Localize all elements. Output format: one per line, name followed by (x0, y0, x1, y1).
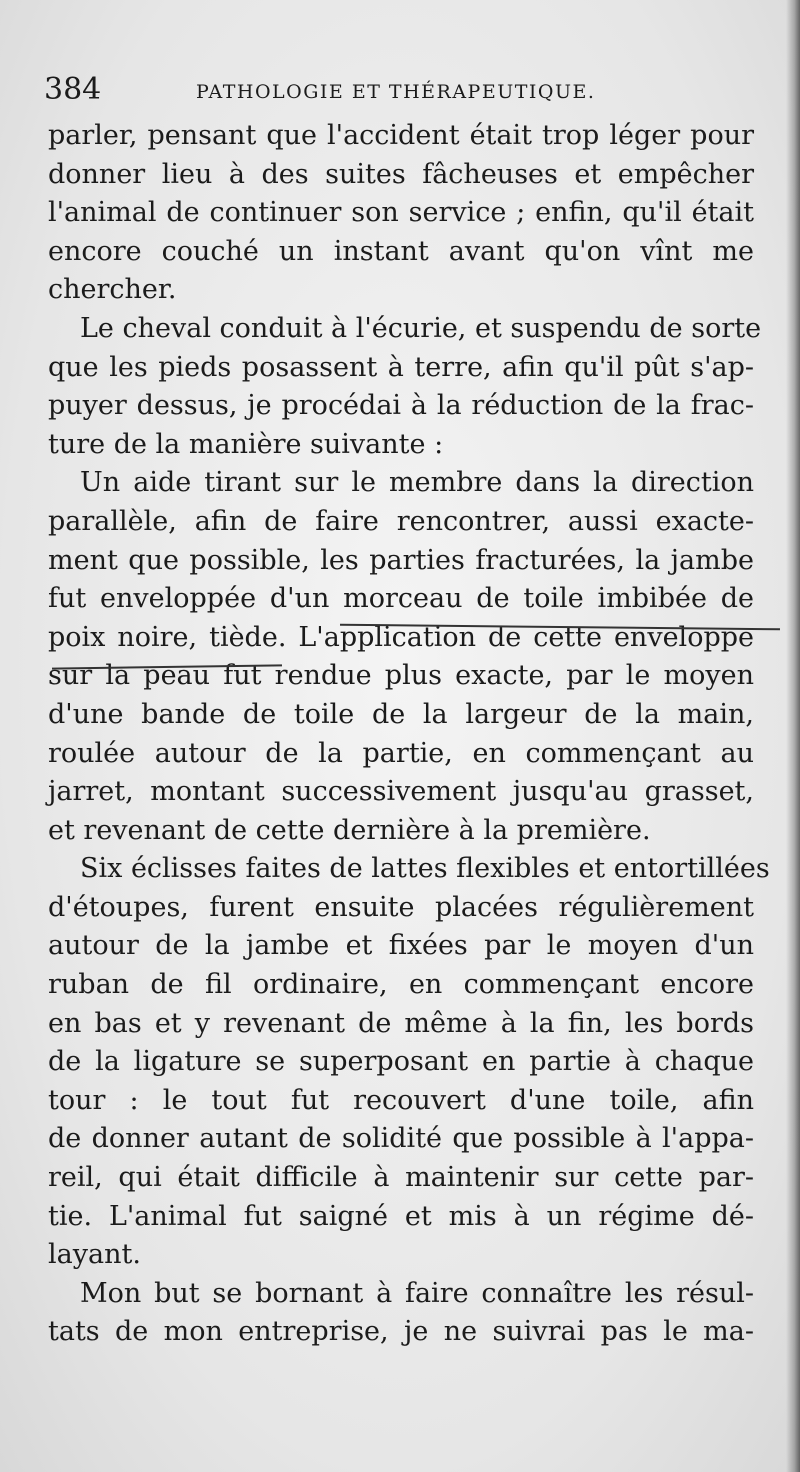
text-line: tie. L'animal fut saigné et mis à un régime dé- (48, 1200, 754, 1232)
text-line: layant. (48, 1239, 141, 1271)
paragraph (48, 1275, 754, 1352)
text-line: de la ligature se superposant en partie à chaque (48, 1046, 754, 1078)
text-line: parler, pensant que l'accident était trop léger pour (48, 120, 754, 151)
text-line: parallèle, afin de faire rencontrer, aussi exacte- (48, 505, 754, 537)
text-line: roulée autour de la partie, en commençant au (48, 737, 754, 769)
text-line: ruban de fil ordinaire, en commençant encore (48, 969, 754, 1001)
text-line: fut enveloppée d'un morceau de toile imbibée de (48, 583, 754, 615)
text-line: ment que possible, les parties fracturées, la jambe (48, 544, 754, 576)
text-line: encore couché un instant avant qu'on vînt me (48, 235, 754, 267)
text-line: poix noire, tiède. L'application de cette enveloppe (48, 621, 754, 653)
text-line: d'une bande de toile de la largeur de la main, (48, 698, 754, 730)
text-line: ture de la manière suivante : (48, 428, 444, 460)
text-line: autour de la jambe et fixées par le moyen d'un (48, 930, 754, 962)
text-line: Un aide tirant sur le membre dans la direction (80, 467, 754, 499)
text-line: donner lieu à des suites fâcheuses et empêcher (48, 158, 754, 190)
text-line: Six éclisses faites de lattes flexibles et entortillées (80, 853, 770, 885)
text-line: d'étoupes, furent ensuite placées régulièrement (48, 891, 754, 923)
paragraph (48, 310, 762, 464)
paragraph (48, 117, 754, 310)
text-line: reil, qui était difficile à maintenir sur cette par- (48, 1162, 754, 1194)
running-head: PATHOLOGIE ET THÉRAPEUTIQUE. (196, 81, 596, 103)
text-line: puyer dessus, je procédai à la réduction de la frac- (48, 390, 754, 422)
text-line: Mon but se bornant à faire connaître les résul- (80, 1277, 754, 1309)
body-text (48, 117, 770, 1352)
text-line: en bas et y revenant de même à la fin, les bords (48, 1007, 754, 1039)
text-line: Le cheval conduit à l'écurie, et suspendu de sorte (80, 312, 762, 344)
text-line: sur la peau fut rendue plus exacte, par le moyen (48, 660, 754, 692)
text-line: tats de mon entreprise, je ne suivrai pas le ma- (48, 1316, 754, 1348)
page-header (44, 72, 756, 108)
text-line: de donner autant de solidité que possible à l'appa- (48, 1123, 754, 1155)
paragraph (48, 850, 770, 1275)
text-line: tour : le tout fut recouvert d'une toile, afin (48, 1084, 754, 1116)
text-line: l'animal de continuer son service ; enfin, qu'il était (48, 197, 754, 229)
paragraph (48, 464, 754, 850)
text-line: et revenant de cette dernière à la première. (48, 814, 651, 846)
page-number: 384 (44, 72, 102, 107)
text-line: jarret, montant successivement jusqu'au grasset, (48, 776, 754, 808)
page-edge-shadow (786, 0, 800, 1472)
text-line: chercher. (48, 274, 177, 306)
text-line: que les pieds posassent à terre, afin qu'il pût s'ap- (48, 351, 754, 383)
